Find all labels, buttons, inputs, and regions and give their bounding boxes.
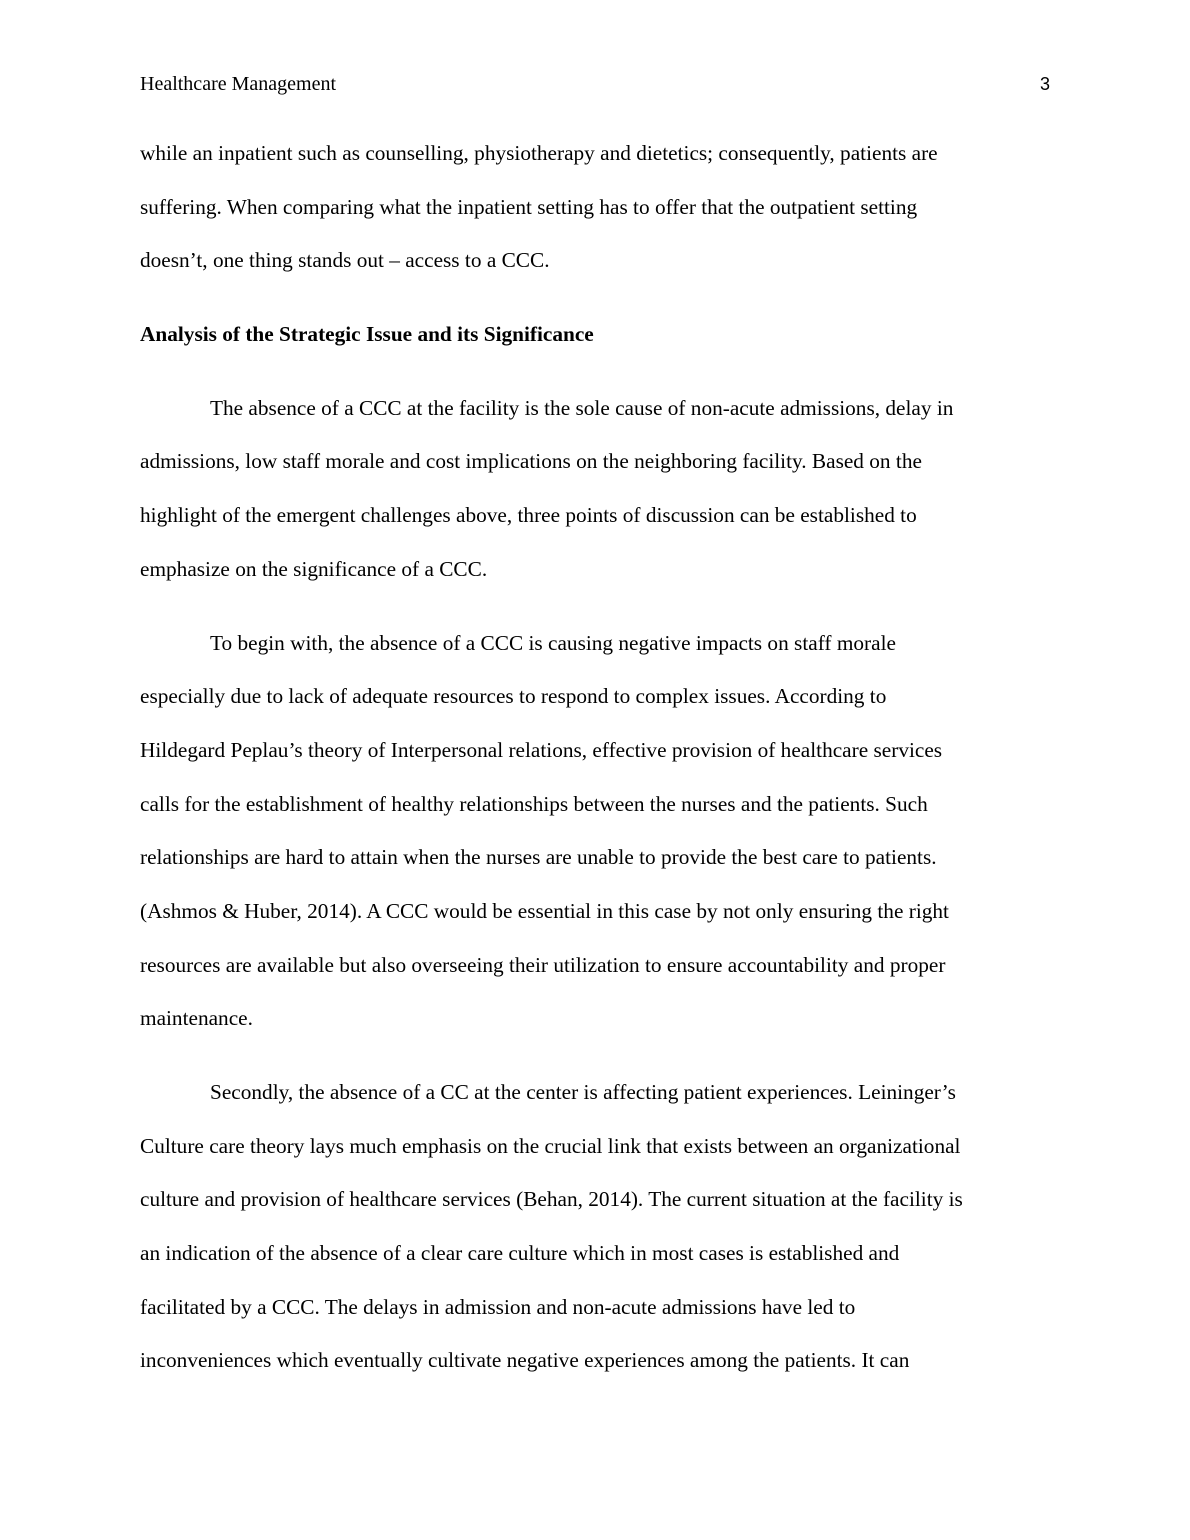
text-line: The absence of a CCC at the facility is the sole cause of non-acute admissions, delay in	[210, 395, 954, 420]
spacer	[140, 597, 1052, 617]
text-line: inconveniences which eventually cultivate negative experiences among the patients. It can	[140, 1348, 910, 1373]
text-line: an indication of the absence of a clear care culture which in most cases is established and	[140, 1241, 900, 1266]
page-number: 3	[1039, 74, 1050, 94]
text-line: admissions, low staff morale and cost implications on the neighboring facility. Based on the	[140, 449, 922, 474]
text-line: Hildegard Peplau’s theory of Interpersonal relations, effective provision of healthcare services	[140, 737, 943, 762]
paragraph-continuation	[140, 127, 1052, 288]
paragraph-2	[140, 617, 1052, 1047]
running-head: Healthcare Management	[140, 73, 337, 95]
spacer	[140, 362, 1052, 382]
text-line: (Ashmos & Huber, 2014). A CCC would be essential in this case by not only ensuring the right	[140, 898, 949, 923]
paragraph-3	[140, 1066, 1052, 1388]
text-line: resources are available but also overseeing their utilization to ensure accountability and proper	[140, 952, 946, 977]
text-line: relationships are hard to attain when the nurses are unable to provide the best care to patients.	[140, 845, 937, 870]
text-line: while an inpatient such as counselling, physiotherapy and dietetics; consequently, patients are	[140, 141, 938, 165]
paragraph-1	[140, 382, 1052, 597]
text-line: Secondly, the absence of a CC at the center is affecting patient experiences. Leininger’s	[210, 1080, 956, 1104]
section-heading: Analysis of the Strategic Issue and its Significance	[140, 322, 594, 347]
text-line: To begin with, the absence of a CCC is causing negative impacts on staff morale	[210, 630, 896, 655]
text-line: especially due to lack of adequate resources to respond to complex issues. According to	[140, 684, 887, 709]
text-line: facilitated by a CCC. The delays in admission and non-acute admissions have led to	[140, 1294, 856, 1319]
text-line: suffering. When comparing what the inpatient setting has to offer that the outpatient setting	[140, 194, 918, 219]
text-line: highlight of the emergent challenges above, three points of discussion can be established to	[140, 503, 917, 528]
document-body	[140, 127, 1052, 1388]
text-line: emphasize on the significance of a CCC.	[140, 556, 488, 581]
text-line: culture and provision of healthcare services (Behan, 2014). The current situation at the facility is	[140, 1187, 963, 1212]
spacer	[140, 1046, 1052, 1066]
text-line: doesn’t, one thing stands out – access to a CCC.	[140, 248, 550, 273]
spacer	[140, 288, 1052, 308]
text-line: calls for the establishment of healthy relationships between the nurses and the patients. Such	[140, 791, 928, 816]
text-line: maintenance.	[140, 1006, 253, 1031]
text-line: Culture care theory lays much emphasis on the crucial link that exists between an organizational	[140, 1133, 961, 1158]
